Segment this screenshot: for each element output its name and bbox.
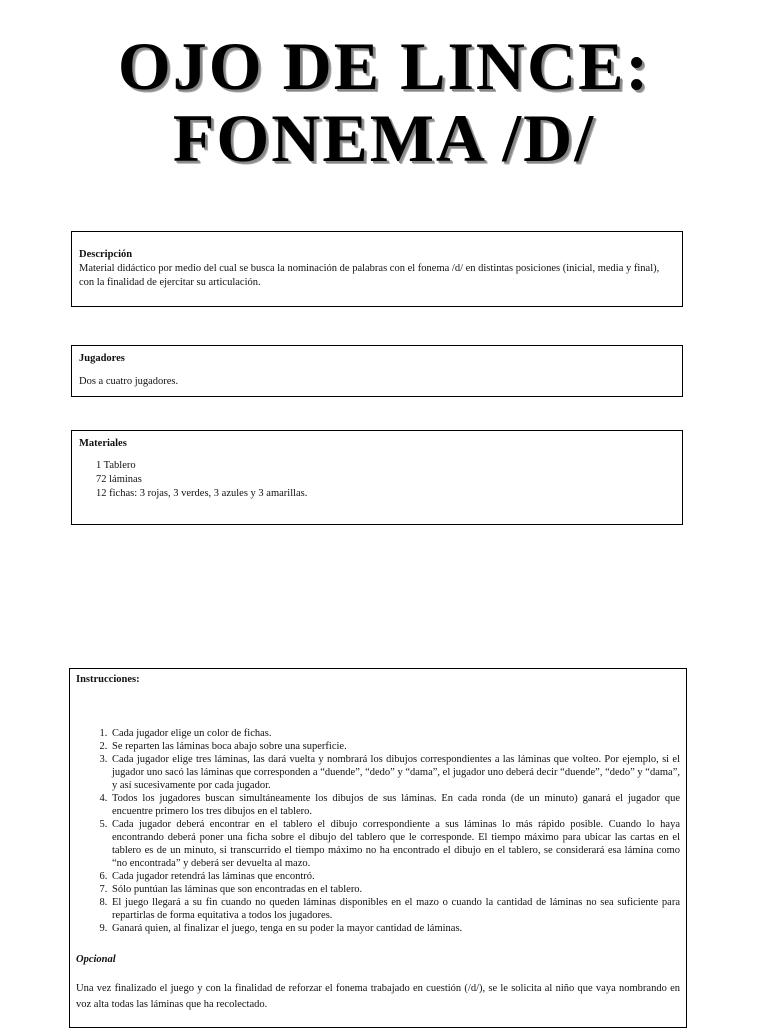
list-item: 3. Cada jugador elige tres láminas, las dará vuelta y nombrará los dibujos correspondientes a las láminas que volteo. Por ejemplo, si el jugador uno sacó las láminas que corresponden a “duende”, “dedo” y “dama”, el jugador uno deberá decir “duende”, “dedo” y “dama”, y así sucesivamente por cada jugador.: [110, 753, 680, 792]
jugadores-heading: Jugadores: [79, 353, 125, 364]
jugadores-box: [71, 345, 683, 397]
list-item: 12 fichas: 3 rojas, 3 verdes, 3 azules y 3 amarillas.: [96, 488, 308, 499]
materiales-list: [96, 459, 675, 501]
list-item: 72 láminas: [96, 474, 142, 485]
list-item: 7. Sólo puntúan las láminas que son encontradas en el tablero.: [110, 883, 680, 896]
list-item: 1. Cada jugador elige un color de fichas.: [110, 727, 680, 740]
title-line-2: FONEMA /D/: [172, 100, 596, 176]
list-item: 2. Se reparten las láminas boca abajo sobre una superficie.: [110, 740, 680, 753]
descripcion-heading: Descripción: [79, 249, 133, 260]
title-line-1: OJO DE LINCE:: [117, 28, 651, 104]
materiales-heading: Materiales: [79, 438, 127, 449]
list-item: 4. Todos los jugadores buscan simultáneamente los dibujos de sus láminas. En cada ronda (de un minuto) ganará el jugador que encuentre primero los tres dibujos en el tablero.: [110, 792, 680, 818]
list-item: 1 Tablero: [96, 460, 136, 471]
jugadores-text: Dos a cuatro jugadores.: [79, 376, 179, 387]
opcional-text: Una vez finalizado el juego y con la finalidad de reforzar el fonema trabajado en cuestión (/d/), se le solicita al niño que vaya nombrando en voz alta todas las láminas que ha recolectado.: [76, 983, 680, 1010]
descripcion-box: [71, 231, 683, 307]
list-item: 5. Cada jugador deberá encontrar en el tablero el dibujo correspondiente a sus láminas lo más rápido posible. Cuando lo haya encontrando deberá poner una ficha sobre el dibujo del tablero que le corresponde. El tiempo máximo para ubicar las cartas en el tablero es de un minuto, si transcurrido el tiempo máximo no ha encontrado el dibujo en el tablero, se considerará esa lámina como “no encontrada” y deberá ser devuelta al mazo.: [110, 818, 680, 870]
list-item: 9. Ganará quien, al finalizar el juego, tenga en su poder la mayor cantidad de láminas.: [110, 922, 680, 935]
materiales-box: [71, 430, 683, 525]
descripcion-text: Material didáctico por medio del cual se busca la nominación de palabras con el fonema /d/ en distintas posiciones (inicial, media y final), con la finalidad de ejercitar su articulación.: [79, 263, 660, 288]
instrucciones-box: [69, 668, 687, 1028]
page-title: [0, 30, 768, 174]
opcional-heading: Opcional: [76, 954, 116, 965]
list-item: 6. Cada jugador retendrá las láminas que encontró.: [110, 870, 680, 883]
list-item: 8. El juego llegará a su fin cuando no queden láminas disponibles en el mazo o cuando la cantidad de láminas no sea suficiente para repartirlas de forma equitativa a todos los jugadores.: [110, 896, 680, 922]
instrucciones-list: [76, 727, 680, 935]
instrucciones-heading: Instrucciones:: [76, 674, 140, 685]
